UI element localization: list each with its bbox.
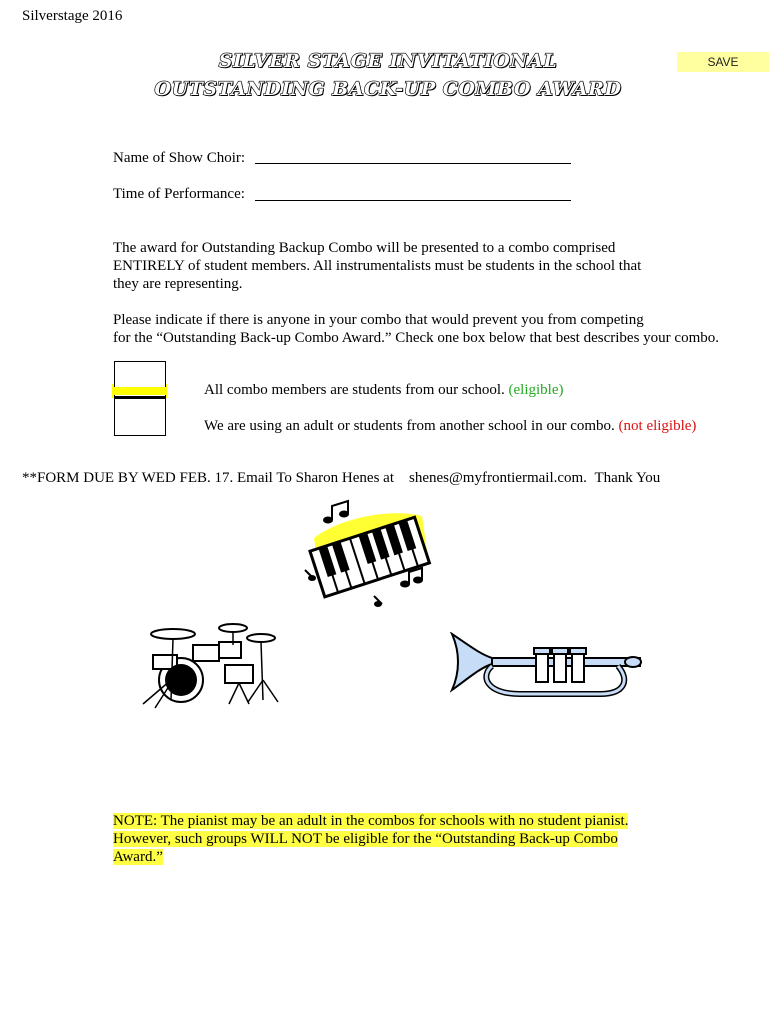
checkbox-highlight (112, 387, 167, 395)
option-eligible (204, 382, 564, 399)
contact-email[interactable]: shenes@myfrontiermail.com. (409, 470, 587, 486)
award-title-line2: OUTSTANDING BACK-UP COMBO AWARD (154, 78, 622, 100)
award-line: The award for Outstanding Backup Combo will be presented to a combo comprised (113, 240, 616, 256)
show-choir-field[interactable] (255, 163, 571, 164)
option-not-eligible (204, 418, 696, 435)
award-description (113, 239, 753, 293)
indicate-instructions (113, 311, 763, 347)
keyboard-clipart-icon (300, 498, 435, 613)
due-text: **FORM DUE BY WED FEB. 17. Email To Sharon Henes at (22, 470, 394, 486)
note-line: However, such groups WILL NOT be eligible for the “Outstanding Back-up Combo (113, 831, 618, 847)
thank-you-text: Thank You (594, 470, 661, 486)
show-choir-label: Name of Show Choir: (113, 150, 246, 166)
instruction-line: Please indicate if there is anyone in your combo that would prevent you from competing (113, 312, 644, 328)
award-line: ENTIRELY of student members. All instrumentalists must be students in the school that (113, 258, 642, 274)
instruction-line: for the “Outstanding Back-up Combo Award.” Check one box below that best describes your combo. (113, 330, 719, 346)
performance-time-field[interactable] (255, 200, 571, 201)
option-eligible-text: All combo members are students from our school. (204, 382, 505, 398)
header-year-label: Silverstage 2016 (22, 8, 123, 24)
award-title-line1: SILVER STAGE INVITATIONAL (218, 50, 558, 72)
option-not-eligible-text: We are using an adult or students from another school in our combo. (204, 418, 615, 434)
pianist-note (113, 812, 673, 866)
performance-time-label: Time of Performance: (113, 186, 245, 202)
note-line: NOTE: The pianist may be an adult in the combos for schools with no student pianist. (113, 813, 629, 829)
trumpet-clipart-icon (450, 632, 645, 702)
eligible-status: (eligible) (508, 382, 564, 398)
award-line: they are representing. (113, 276, 243, 292)
not-eligible-checkbox[interactable] (114, 398, 166, 436)
due-notice (22, 470, 660, 487)
not-eligible-status: (not eligible) (618, 418, 697, 434)
checkbox-divider (114, 396, 165, 398)
note-line: Award.” (113, 849, 163, 865)
save-button[interactable]: SAVE (677, 52, 769, 72)
drum-kit-clipart-icon (133, 620, 283, 710)
